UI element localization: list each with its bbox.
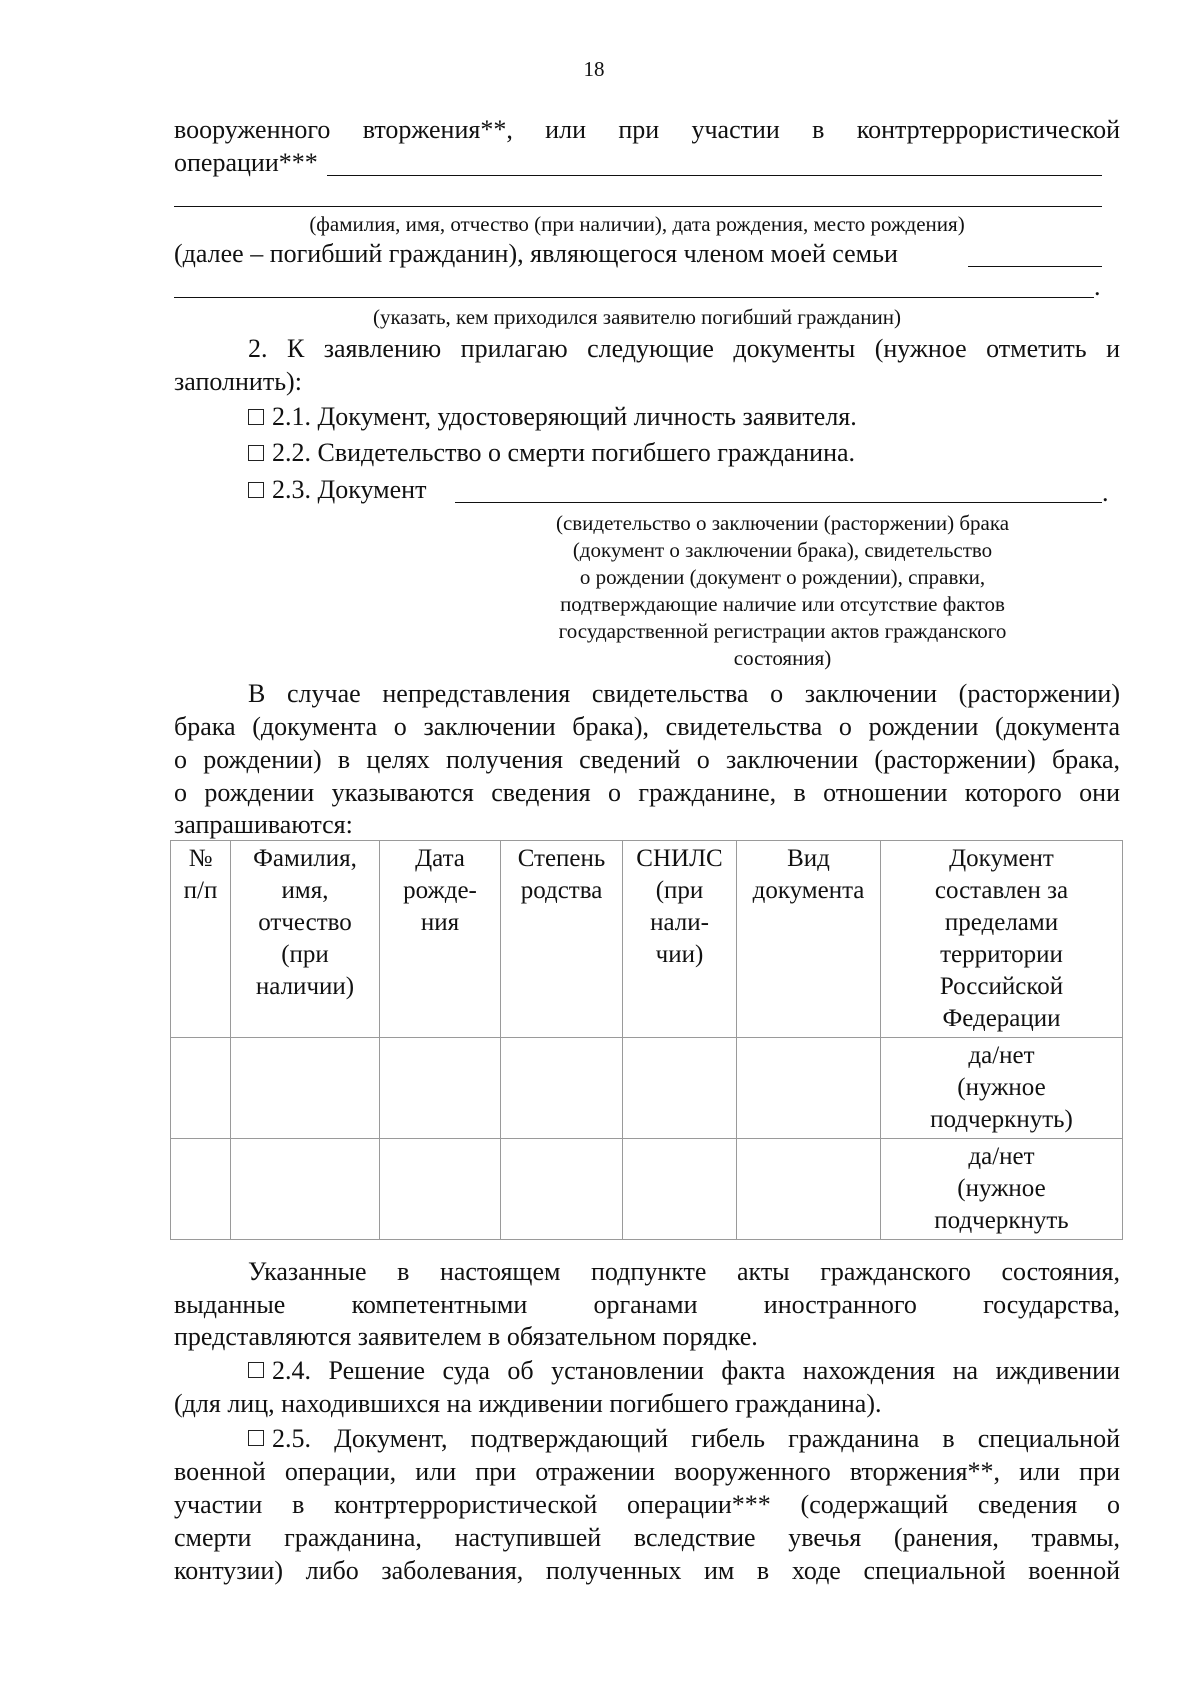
text-line: вооруженного вторжения**, или при участии в контртеррористической (174, 115, 1120, 144)
header-cell-snils (623, 841, 737, 1038)
text-fragment: . (1102, 478, 1109, 507)
checkbox-label: 2.3. Документ (272, 475, 427, 504)
text-line: заполнить): (174, 367, 302, 396)
text-fragment: операции*** (174, 148, 318, 177)
table-cell[interactable] (380, 1139, 501, 1240)
header-text: отчество (258, 909, 352, 936)
header-cell-relation (501, 841, 623, 1038)
caption-line: (документ о заключении брака), свидетельство (572, 538, 993, 562)
cell-text: (нужное (957, 1175, 1046, 1202)
table-cell-foreign-doc[interactable] (881, 1139, 1123, 1240)
checkbox[interactable] (248, 1362, 264, 1378)
table-cell[interactable] (380, 1038, 501, 1139)
header-text: Фамилия, (253, 845, 357, 872)
checkbox-item-2-4[interactable] (248, 1354, 1120, 1387)
header-cell-foreign-doc (881, 841, 1123, 1038)
fill-line (174, 297, 1094, 298)
cell-text: да/нет (968, 1042, 1035, 1069)
table-cell[interactable] (231, 1038, 380, 1139)
text-fragment: . (1094, 272, 1101, 301)
text-line: В случае непредставления свидетельства о заключении (расторжении) (248, 679, 1120, 708)
caption-line: (свидетельство о заключении (расторжении) брака (555, 511, 1010, 535)
header-text: территории (940, 941, 1063, 968)
header-text: Степень (517, 845, 606, 872)
text-line: брака (документа о заключении брака), свидетельства о рождении (документа (174, 712, 1120, 741)
table-cell[interactable] (737, 1139, 881, 1240)
header-text: нали- (650, 909, 709, 936)
table-cell[interactable] (501, 1139, 623, 1240)
text-line: выданные компетентными органами иностранного государства, (174, 1290, 1120, 1319)
table-cell[interactable] (171, 1139, 231, 1240)
table-cell-foreign-doc[interactable] (881, 1038, 1123, 1139)
text-line: о рождении указываются сведения о гражданине, в отношении которого они (174, 778, 1120, 807)
header-text: СНИЛС (636, 845, 723, 872)
text-line: контузии) либо заболевания, полученных им в ходе специальной военной (174, 1556, 1120, 1585)
header-text: пределами (944, 909, 1059, 936)
table-cell[interactable] (501, 1038, 623, 1139)
citizens-table (170, 840, 1123, 1240)
fill-line (968, 266, 1102, 267)
text-line: смерти гражданина, наступившей вследствие увечья (ранения, травмы, (174, 1523, 1120, 1552)
table-cell[interactable] (231, 1139, 380, 1240)
text-line: о рождении) в целях получения сведений о заключении (расторжении) брака, (174, 745, 1120, 774)
header-text: (при (655, 877, 704, 904)
text-line: 2. К заявлению прилагаю следующие документы (нужное отметить и (248, 334, 1120, 363)
checkbox-item-2-5[interactable] (248, 1422, 1120, 1455)
caption-line: о рождении (документ о рождении), справки, (579, 565, 986, 589)
header-text: п/п (183, 877, 218, 904)
header-text: № (188, 845, 213, 872)
header-text: наличии) (255, 973, 355, 1000)
cell-text: подчеркнуть) (930, 1106, 1073, 1133)
text-line: военной операции, или при отражении вооруженного вторжения**, или при (174, 1457, 1120, 1486)
header-text: документа (752, 877, 865, 904)
caption-line: состояния) (733, 646, 832, 670)
table-cell[interactable] (623, 1139, 737, 1240)
header-cell-birthdate (380, 841, 501, 1038)
header-text: родства (520, 877, 603, 904)
checkbox[interactable] (248, 482, 264, 498)
checkbox-item-2-2[interactable] (248, 436, 1194, 469)
header-cell-doc-type (737, 841, 881, 1038)
caption-line: подтверждающие наличие или отсутствие фактов (560, 592, 1005, 616)
text-line: запрашиваются: (174, 810, 353, 839)
fill-line (174, 206, 1102, 207)
field-caption: (фамилия, имя, отчество (при наличии), дата рождения, место рождения) (309, 212, 965, 236)
table-cell[interactable] (737, 1038, 881, 1139)
caption-line: государственной регистрации актов гражданского (558, 619, 1007, 643)
text-line: участии в контртеррористической операции*** (содержащий сведения о (174, 1490, 1120, 1519)
table-cell[interactable] (623, 1038, 737, 1139)
text-line: представляются заявителем в обязательном порядке. (174, 1322, 758, 1351)
checkbox-item-2-1[interactable] (248, 400, 1194, 433)
header-text: рожде- (403, 877, 477, 904)
fill-line (455, 502, 1102, 503)
header-text: Документ (949, 845, 1054, 872)
text-fragment: (далее – погибший гражданин), являющегося членом моей семьи (174, 239, 898, 268)
header-text: ния (420, 909, 460, 936)
header-text: чии) (655, 941, 704, 968)
page-number: 18 (583, 57, 605, 81)
checkbox[interactable] (248, 445, 264, 461)
header-text: Дата (415, 845, 465, 872)
header-text: (при (281, 941, 329, 968)
checkbox[interactable] (248, 1430, 264, 1446)
cell-text: подчеркнуть (934, 1207, 1069, 1234)
header-text: Российской (939, 973, 1064, 1000)
checkbox-label: 2.5. Документ, подтверждающий гибель гражданина в специальной (272, 1424, 1120, 1453)
text-line: (для лиц, находившихся на иждивении погибшего гражданина). (174, 1389, 882, 1418)
cell-text: (нужное (957, 1074, 1046, 1101)
table-row (171, 1038, 1123, 1139)
header-text: составлен за (934, 877, 1069, 904)
table-cell[interactable] (171, 1038, 231, 1139)
table-row (171, 1139, 1123, 1240)
checkbox-label: 2.4. Решение суда об установлении факта нахождения на иждивении (272, 1356, 1120, 1385)
header-cell-fio (231, 841, 380, 1038)
header-text: Федерации (942, 1005, 1061, 1032)
header-text: Вид (787, 845, 830, 872)
checkbox[interactable] (248, 409, 264, 425)
text-line: Указанные в настоящем подпункте акты гражданского состояния, (248, 1257, 1120, 1286)
cell-text: да/нет (968, 1143, 1035, 1170)
table-header-row (171, 841, 1123, 1038)
header-cell-number (171, 841, 231, 1038)
header-text: имя, (281, 877, 329, 904)
fill-line (327, 175, 1102, 176)
checkbox-label: 2.1. Документ, удостоверяющий личность заявителя. (272, 402, 857, 431)
field-caption (505, 510, 1060, 672)
checkbox-label: 2.2. Свидетельство о смерти погибшего гражданина. (272, 438, 856, 467)
field-caption: (указать, кем приходился заявителю погибший гражданин) (373, 305, 901, 329)
